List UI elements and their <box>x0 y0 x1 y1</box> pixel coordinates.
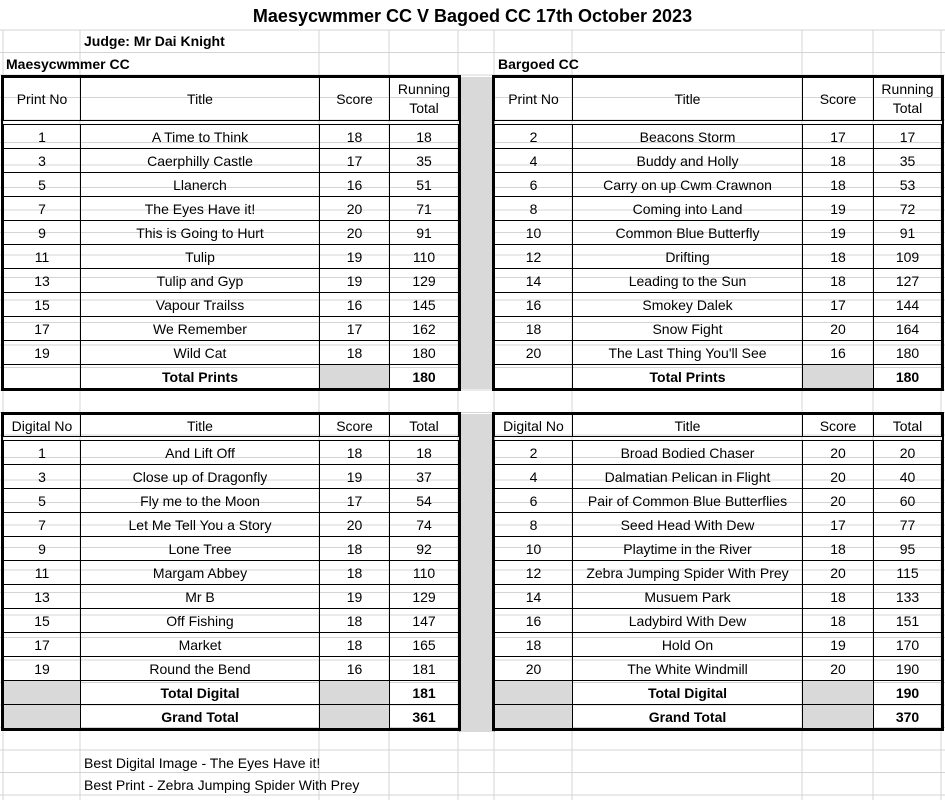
entry-score: 18 <box>803 269 874 293</box>
entry-score: 19 <box>320 585 390 609</box>
right-digital-table <box>494 414 942 729</box>
entry-number: 11 <box>4 561 81 585</box>
entry-title: Pair of Common Blue Butterflies <box>573 489 803 513</box>
entry-running-total: 37 <box>390 465 459 489</box>
header-running-total: Running Total <box>874 78 942 121</box>
total-digital-row <box>495 681 942 705</box>
entry-running-total: 115 <box>874 561 942 585</box>
entry-title: Ladybird With Dew <box>573 609 803 633</box>
entry-score: 20 <box>320 513 390 537</box>
header-score: Score <box>803 415 874 437</box>
entry-number: 13 <box>4 269 81 293</box>
entry-running-total: 147 <box>390 609 459 633</box>
entry-running-total: 110 <box>390 245 459 269</box>
entry-number: 4 <box>495 149 573 173</box>
best-print-note: Best Print - Zebra Jumping Spider With Prey <box>84 777 360 793</box>
entry-running-total: 18 <box>390 441 459 465</box>
entry-title: Tulip and Gyp <box>81 269 320 293</box>
table-row <box>495 489 942 513</box>
entry-score: 16 <box>320 657 390 681</box>
table-row <box>495 221 942 245</box>
entry-number: 6 <box>495 489 573 513</box>
entry-number: 18 <box>495 633 573 657</box>
entry-title: Broad Bodied Chaser <box>573 441 803 465</box>
header-score: Score <box>803 78 874 121</box>
column-separator <box>459 414 495 732</box>
entry-running-total: 74 <box>390 513 459 537</box>
entry-number: 1 <box>4 441 81 465</box>
table-row <box>4 465 459 489</box>
entry-running-total: 17 <box>874 125 942 149</box>
total-digital-label: Total Digital <box>81 681 320 705</box>
entry-title: Close up of Dragonfly <box>81 465 320 489</box>
entry-score: 16 <box>803 341 874 365</box>
header-total: Total <box>390 415 459 437</box>
entry-number: 18 <box>495 317 573 341</box>
entry-title: Vapour Trailss <box>81 293 320 317</box>
header-print-no: Print No <box>495 78 573 121</box>
table-row <box>4 585 459 609</box>
entry-number: 7 <box>4 197 81 221</box>
header-print-no: Print No <box>4 78 81 121</box>
entry-score: 18 <box>803 173 874 197</box>
entry-number: 19 <box>4 341 81 365</box>
entry-number: 12 <box>495 245 573 269</box>
entry-title: Snow Fight <box>573 317 803 341</box>
entry-running-total: 164 <box>874 317 942 341</box>
entry-score: 20 <box>320 221 390 245</box>
table-row <box>4 245 459 269</box>
entry-score: 16 <box>320 293 390 317</box>
right-total-prints: 180 <box>874 365 942 389</box>
entry-title: Market <box>81 633 320 657</box>
entry-score: 18 <box>320 125 390 149</box>
entry-score: 18 <box>803 537 874 561</box>
entry-score: 20 <box>803 489 874 513</box>
table-row <box>495 585 942 609</box>
entry-running-total: 20 <box>874 441 942 465</box>
right-digital-rows <box>495 441 942 681</box>
entry-score: 20 <box>803 441 874 465</box>
header-total: Total <box>874 415 942 437</box>
entry-running-total: 129 <box>390 269 459 293</box>
entry-score: 18 <box>803 609 874 633</box>
entry-running-total: 170 <box>874 633 942 657</box>
total-digital-label: Total Digital <box>573 681 803 705</box>
entry-number: 5 <box>4 489 81 513</box>
entry-title: Zebra Jumping Spider With Prey <box>573 561 803 585</box>
entry-score: 18 <box>320 341 390 365</box>
entry-score: 20 <box>320 197 390 221</box>
table-row <box>495 293 942 317</box>
entry-running-total: 60 <box>874 489 942 513</box>
entry-running-total: 127 <box>874 269 942 293</box>
entry-title: Buddy and Holly <box>573 149 803 173</box>
entry-running-total: 190 <box>874 657 942 681</box>
table-row <box>495 609 942 633</box>
left-digital-rows <box>4 441 459 681</box>
table-row <box>4 537 459 561</box>
entry-title: Llanerch <box>81 173 320 197</box>
entry-number: 7 <box>4 513 81 537</box>
entry-running-total: 129 <box>390 585 459 609</box>
table-row <box>495 317 942 341</box>
entry-running-total: 53 <box>874 173 942 197</box>
entry-score: 17 <box>803 513 874 537</box>
match-title: Maesycwmmer CC V Bagoed CC 17th October 2023 <box>252 6 693 26</box>
entry-number: 3 <box>4 149 81 173</box>
table-row <box>4 633 459 657</box>
entry-score: 18 <box>320 537 390 561</box>
entry-number: 11 <box>4 245 81 269</box>
entry-score: 17 <box>803 293 874 317</box>
table-row <box>4 657 459 681</box>
table-row <box>4 149 459 173</box>
entry-title: Musuem Park <box>573 585 803 609</box>
entry-score: 19 <box>320 269 390 293</box>
header-score: Score <box>320 415 390 437</box>
table-row <box>495 269 942 293</box>
table-row <box>4 341 459 365</box>
total-prints-label: Total Prints <box>573 365 803 389</box>
entry-running-total: 151 <box>874 609 942 633</box>
table-row <box>4 489 459 513</box>
entry-number: 20 <box>495 657 573 681</box>
left-total-digital: 181 <box>390 681 459 705</box>
entry-score: 18 <box>320 441 390 465</box>
entry-running-total: 35 <box>390 149 459 173</box>
entry-number: 16 <box>495 293 573 317</box>
entry-title: The White Windmill <box>573 657 803 681</box>
entry-title: Common Blue Butterfly <box>573 221 803 245</box>
entry-title: Tulip <box>81 245 320 269</box>
grand-total-label: Grand Total <box>81 705 320 729</box>
entry-title: Drifting <box>573 245 803 269</box>
entry-title: Seed Head With Dew <box>573 513 803 537</box>
entry-running-total: 72 <box>874 197 942 221</box>
entry-title: The Eyes Have it! <box>81 197 320 221</box>
best-digital-note: Best Digital Image - The Eyes Have it! <box>84 755 321 771</box>
entry-title: Let Me Tell You a Story <box>81 513 320 537</box>
entry-number: 17 <box>4 633 81 657</box>
table-row <box>4 269 459 293</box>
entry-number: 9 <box>4 537 81 561</box>
table-row <box>4 561 459 585</box>
grand-total-row <box>495 705 942 729</box>
entry-score: 19 <box>803 633 874 657</box>
entry-score: 17 <box>320 317 390 341</box>
table-header-row <box>495 415 942 437</box>
entry-title: Off Fishing <box>81 609 320 633</box>
entry-number: 2 <box>495 125 573 149</box>
entry-title: The Last Thing You'll See <box>573 341 803 365</box>
entry-running-total: 35 <box>874 149 942 173</box>
entry-number: 1 <box>4 125 81 149</box>
table-row <box>4 221 459 245</box>
right-total-digital: 190 <box>874 681 942 705</box>
entry-number: 19 <box>4 657 81 681</box>
table-row <box>495 245 942 269</box>
entry-score: 18 <box>803 585 874 609</box>
right-prints-table <box>494 77 942 389</box>
entry-running-total: 180 <box>390 341 459 365</box>
entry-score: 16 <box>320 173 390 197</box>
entry-score: 18 <box>320 609 390 633</box>
entry-number: 13 <box>4 585 81 609</box>
table-row <box>495 561 942 585</box>
entry-running-total: 144 <box>874 293 942 317</box>
entry-number: 16 <box>495 609 573 633</box>
table-row <box>495 465 942 489</box>
entry-title: Mr B <box>81 585 320 609</box>
entry-title: Beacons Storm <box>573 125 803 149</box>
left-prints-table <box>3 77 459 389</box>
entry-title: This is Going to Hurt <box>81 221 320 245</box>
entry-score: 17 <box>320 489 390 513</box>
entry-number: 15 <box>4 293 81 317</box>
entry-running-total: 109 <box>874 245 942 269</box>
entry-score: 18 <box>803 149 874 173</box>
total-prints-label: Total Prints <box>81 365 320 389</box>
entry-title: Fly me to the Moon <box>81 489 320 513</box>
table-row <box>495 657 942 681</box>
entry-number: 10 <box>495 537 573 561</box>
entry-title: Dalmatian Pelican in Flight <box>573 465 803 489</box>
entry-score: 18 <box>803 245 874 269</box>
table-row <box>4 609 459 633</box>
table-row <box>4 513 459 537</box>
table-row <box>4 293 459 317</box>
entry-number: 2 <box>495 441 573 465</box>
entry-title: Playtime in the River <box>573 537 803 561</box>
entry-title: Hold On <box>573 633 803 657</box>
table-header-row <box>4 78 459 121</box>
total-prints-row <box>495 365 942 389</box>
entry-score: 19 <box>320 245 390 269</box>
total-prints-row <box>4 365 459 389</box>
entry-number: 3 <box>4 465 81 489</box>
entry-number: 4 <box>495 465 573 489</box>
table-header-row <box>4 415 459 437</box>
entry-title: Coming into Land <box>573 197 803 221</box>
entry-number: 17 <box>4 317 81 341</box>
entry-number: 14 <box>495 269 573 293</box>
grand-total-label: Grand Total <box>573 705 803 729</box>
entry-number: 12 <box>495 561 573 585</box>
right-prints-rows <box>495 125 942 365</box>
entry-running-total: 95 <box>874 537 942 561</box>
table-row <box>495 513 942 537</box>
header-title: Title <box>573 78 803 121</box>
right-grand-total: 370 <box>874 705 942 729</box>
entry-number: 8 <box>495 513 573 537</box>
header-title: Title <box>81 78 320 121</box>
entry-running-total: 180 <box>874 341 942 365</box>
entry-running-total: 92 <box>390 537 459 561</box>
grand-total-row <box>4 705 459 729</box>
entry-title: A Time to Think <box>81 125 320 149</box>
entry-running-total: 51 <box>390 173 459 197</box>
table-row <box>4 441 459 465</box>
entry-running-total: 40 <box>874 465 942 489</box>
entry-score: 20 <box>803 317 874 341</box>
entry-score: 18 <box>320 633 390 657</box>
entry-running-total: 77 <box>874 513 942 537</box>
entry-running-total: 162 <box>390 317 459 341</box>
table-row <box>495 173 942 197</box>
entry-title: Caerphilly Castle <box>81 149 320 173</box>
entry-score: 20 <box>803 465 874 489</box>
table-row <box>4 125 459 149</box>
entry-title: Lone Tree <box>81 537 320 561</box>
entry-score: 19 <box>320 465 390 489</box>
entry-running-total: 110 <box>390 561 459 585</box>
left-prints-rows <box>4 125 459 365</box>
header-running-total: Running Total <box>390 78 459 121</box>
table-row <box>495 149 942 173</box>
entry-score: 19 <box>803 221 874 245</box>
judge-label: Judge: Mr Dai Knight <box>84 33 225 49</box>
entry-title: Round the Bend <box>81 657 320 681</box>
header-digital-no: Digital No <box>4 415 81 437</box>
header-title: Title <box>573 415 803 437</box>
entry-running-total: 133 <box>874 585 942 609</box>
table-header-row <box>495 78 942 121</box>
entry-title: Smokey Dalek <box>573 293 803 317</box>
entry-number: 15 <box>4 609 81 633</box>
table-row <box>495 125 942 149</box>
table-row <box>4 173 459 197</box>
entry-running-total: 91 <box>390 221 459 245</box>
entry-title: We Remember <box>81 317 320 341</box>
total-digital-row <box>4 681 459 705</box>
left-grand-total: 361 <box>390 705 459 729</box>
entry-title: Carry on up Cwm Crawnon <box>573 173 803 197</box>
left-total-prints: 180 <box>390 365 459 389</box>
entry-running-total: 18 <box>390 125 459 149</box>
entry-title: And Lift Off <box>81 441 320 465</box>
left-digital-table <box>3 414 459 729</box>
entry-number: 20 <box>495 341 573 365</box>
table-row <box>495 441 942 465</box>
entry-score: 17 <box>320 149 390 173</box>
header-digital-no: Digital No <box>495 415 573 437</box>
left-club-name: Maesycwmmer CC <box>6 56 130 72</box>
entry-number: 6 <box>495 173 573 197</box>
entry-number: 5 <box>4 173 81 197</box>
entry-title: Wild Cat <box>81 341 320 365</box>
entry-running-total: 54 <box>390 489 459 513</box>
entry-running-total: 145 <box>390 293 459 317</box>
header-title: Title <box>81 415 320 437</box>
table-row <box>495 341 942 365</box>
table-row <box>4 317 459 341</box>
entry-number: 9 <box>4 221 81 245</box>
column-separator <box>459 77 495 389</box>
right-club-name: Bargoed CC <box>498 56 579 72</box>
entry-score: 17 <box>803 125 874 149</box>
entry-number: 8 <box>495 197 573 221</box>
entry-running-total: 71 <box>390 197 459 221</box>
entry-running-total: 91 <box>874 221 942 245</box>
entry-score: 18 <box>320 561 390 585</box>
entry-title: Margam Abbey <box>81 561 320 585</box>
table-row <box>495 197 942 221</box>
entry-score: 20 <box>803 657 874 681</box>
entry-running-total: 181 <box>390 657 459 681</box>
entry-score: 20 <box>803 561 874 585</box>
table-row <box>495 537 942 561</box>
entry-score: 19 <box>803 197 874 221</box>
entry-title: Leading to the Sun <box>573 269 803 293</box>
header-score: Score <box>320 78 390 121</box>
entry-running-total: 165 <box>390 633 459 657</box>
entry-number: 10 <box>495 221 573 245</box>
table-row <box>495 633 942 657</box>
entry-number: 14 <box>495 585 573 609</box>
table-row <box>4 197 459 221</box>
